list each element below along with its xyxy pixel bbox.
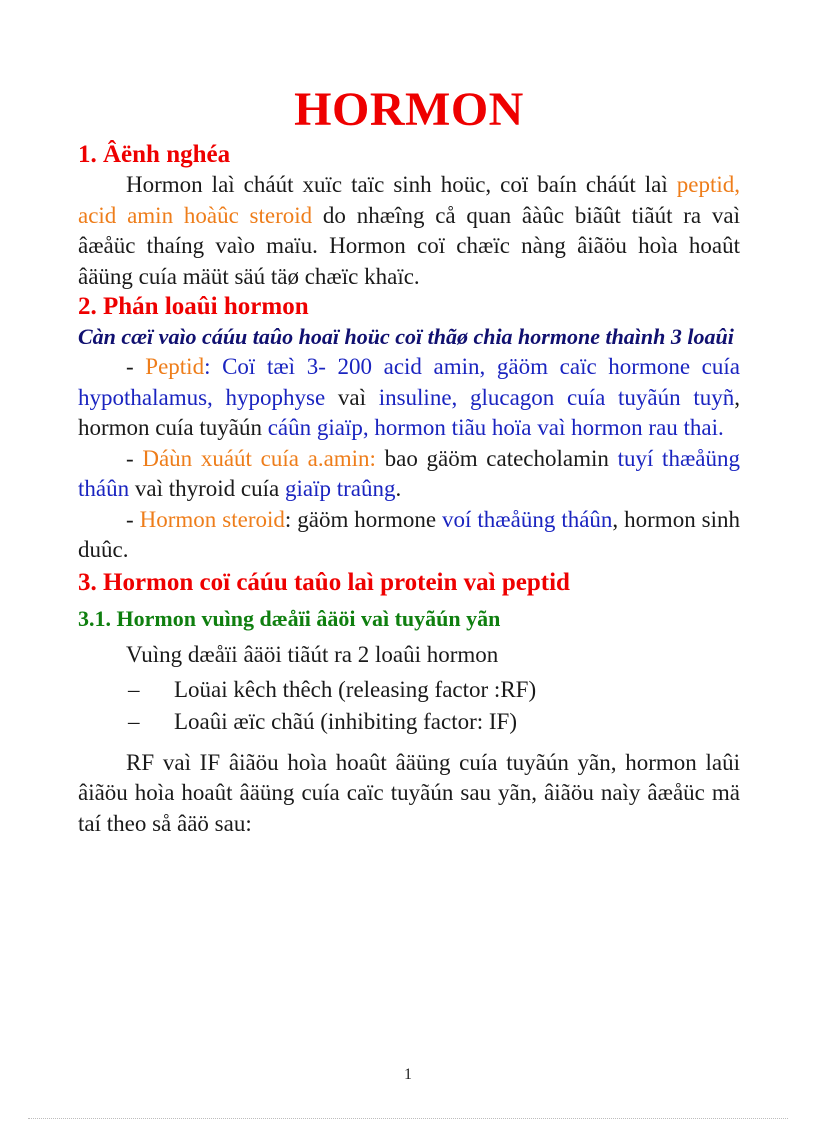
dash-bullet: – [128, 708, 140, 734]
section-3-1-intro: Vuìng dæåïi âäöi tiãút ra 2 loaûi hormon [126, 641, 499, 667]
steroid-paragraph [78, 505, 740, 566]
text-run: , hormon tiãu hoïa vaì hormon rau thai. [362, 415, 724, 440]
text-run: do nhæîng cå quan âàûc biãût tiãút ra vaì âæåüc thaíng vaìo maïu. Hormon coï chæïc nàng âiãöu hoìa hoaût âäüng cuía mäüt säú täø chæïc khaïc. [78, 202, 740, 289]
list-item [78, 674, 740, 706]
document-page [78, 80, 740, 839]
section-3-1-heading: 3.1. Hormon vuìng dæåïi âäöi vaì tuyãún yãn [78, 605, 501, 631]
text-run: . [395, 476, 402, 501]
section-2-subheading: Càn cæï vaìo cáúu taûo hoaï hoüc coï thãø chia hormone thaình 3 loaûi [78, 324, 734, 349]
page-title: HORMON [294, 83, 524, 136]
section-1-paragraph [78, 170, 740, 292]
dash-bullet: – [128, 676, 140, 702]
highlight-text: giaïp traûng [284, 476, 396, 501]
section-2-heading: 2. Phán loaûi hormon [78, 293, 309, 320]
highlight-text: peptid, acid amin hoàûc steroid [78, 172, 740, 228]
highlight-text: tuyãún tuyñ [618, 384, 735, 410]
section-1-heading: 1. Âënh nghéa [78, 141, 231, 168]
text-run: vaì [325, 384, 379, 410]
text-run: bao gäöm catecholamin [375, 445, 618, 471]
page-bottom-divider [28, 1118, 788, 1119]
text-run: , hormon cuía tuyãún [78, 384, 740, 440]
list-item-text: Loaûi æïc chãú (inhibiting factor: IF) [174, 708, 517, 734]
text-run: : gäöm hormone [284, 506, 443, 532]
text-run: - [126, 445, 143, 471]
page-number: 1 [404, 1066, 412, 1083]
text-run: cuía [554, 384, 619, 410]
text-run: : Coï tæì 3- 200 acid amin, gäöm caïc hormone cuía [204, 354, 740, 379]
highlight-text: voí thæåüng tháûn [442, 506, 613, 532]
peptid-paragraph [78, 352, 740, 444]
highlight-text: tuyí thæåüng tháûn [78, 445, 740, 501]
closing-paragraph: RF vaì IF âiãöu hoìa hoaût âäüng cuía tuyãún yãn, hormon laûi âiãöu hoìa hoaût âäüng cuía caïc tuyãún sau yãn, âiãöu naìy âæåüc mä taí theo så âäö sau: [78, 749, 740, 836]
list-item [78, 706, 740, 738]
section-3-heading: 3. Hormon coï cáúu taûo laì protein vaì peptid [78, 568, 570, 596]
text-run: vaì thyroid cuía [129, 476, 285, 501]
highlight-text: hypothalamus, hypophyse [78, 384, 326, 410]
highlight-text: Dáùn xuáút cuía a.amin: [142, 445, 376, 471]
highlight-text: insuline, glucagon [378, 384, 555, 410]
amin-derivative-paragraph [78, 444, 740, 505]
text-run: , hormon sinh duûc. [78, 506, 741, 562]
highlight-text: Peptid [145, 354, 205, 379]
highlight-text: Hormon steroid [139, 506, 285, 532]
highlight-text: cáûn giaïp [267, 415, 363, 440]
list-item-text: Loüai kêch thêch (releasing factor :RF) [174, 676, 537, 702]
text-run: Hormon laì cháút xuïc taïc sinh hoüc, coï baín cháút laì [126, 172, 677, 197]
text-run: - [126, 506, 140, 532]
text-run: - [126, 354, 146, 379]
